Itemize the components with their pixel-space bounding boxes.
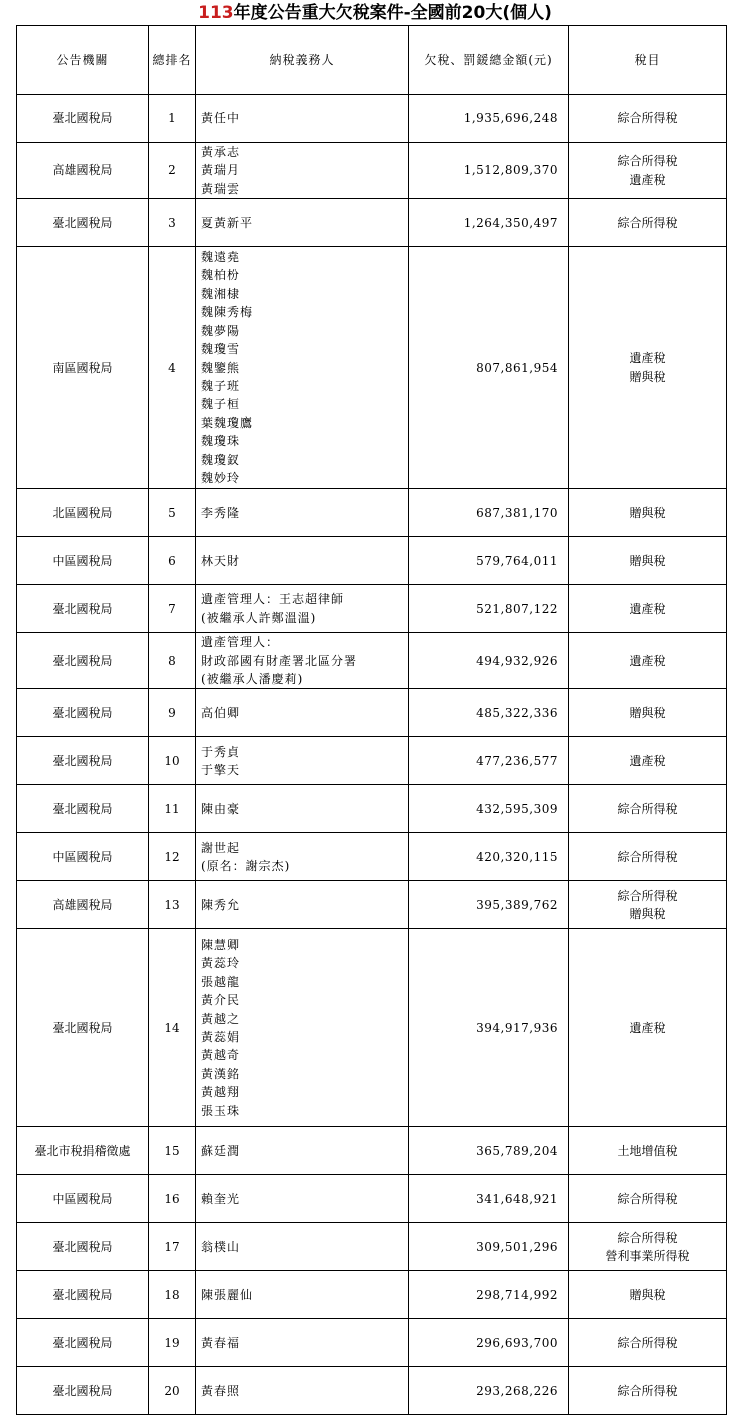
payer-name: 魏柏枌 (201, 268, 241, 283)
payer-name: 魏瓊珠 (201, 434, 241, 449)
rank-cell: 17 (149, 1223, 196, 1271)
amount-cell: 293,268,226 (409, 1367, 569, 1415)
tax-cell (569, 143, 727, 199)
payer-name: 陳張麗仙 (201, 1287, 254, 1302)
amount-cell: 394,917,936 (409, 929, 569, 1127)
agency-cell: 臺北國稅局 (17, 737, 149, 785)
payer-name: 財政部國有財產署北區分署 (201, 653, 358, 668)
agency-cell: 中區國稅局 (17, 537, 149, 585)
tax-type: 贈與稅 (629, 906, 666, 921)
tax-cell (569, 489, 727, 537)
agency-cell: 臺北國稅局 (17, 1271, 149, 1319)
rank-cell: 2 (149, 143, 196, 199)
tax-cell (569, 785, 727, 833)
table-row (17, 881, 727, 929)
amount-cell: 477,236,577 (409, 737, 569, 785)
payer-name: 葉魏瓊鷹 (201, 415, 254, 430)
agency-cell: 中區國稅局 (17, 833, 149, 881)
table-body (17, 95, 727, 1415)
table-row (17, 785, 727, 833)
tax-type: 綜合所得稅 (617, 1191, 678, 1206)
payer-name: 陳慧卿 (201, 937, 241, 952)
payer-cell (196, 247, 409, 489)
table-row (17, 633, 727, 689)
amount-cell: 1,512,809,370 (409, 143, 569, 199)
table-row (17, 1127, 727, 1175)
rank-cell: 11 (149, 785, 196, 833)
payer-name: 于秀貞 (201, 744, 241, 759)
payer-name: 李秀隆 (201, 505, 241, 520)
payer-cell (196, 833, 409, 881)
tax-type: 遺產稅 (629, 351, 666, 366)
rank-cell: 15 (149, 1127, 196, 1175)
tax-type: 贈與稅 (629, 1287, 666, 1302)
rank-cell: 9 (149, 689, 196, 737)
table-row (17, 929, 727, 1127)
amount-cell: 494,932,926 (409, 633, 569, 689)
tax-cell (569, 1127, 727, 1175)
agency-cell: 臺北國稅局 (17, 1367, 149, 1415)
payer-cell (196, 737, 409, 785)
payer-name: 黃任中 (201, 111, 241, 126)
agency-cell: 北區國稅局 (17, 489, 149, 537)
tax-type: 營利事業所得稅 (605, 1248, 690, 1263)
amount-cell: 420,320,115 (409, 833, 569, 881)
tax-type: 遺產稅 (629, 1020, 666, 1035)
tax-type: 贈與稅 (629, 369, 666, 384)
payer-cell (196, 689, 409, 737)
table-row (17, 489, 727, 537)
header-tax: 稅目 (569, 26, 727, 95)
payer-name: (被繼承人潘慶莉) (201, 672, 304, 687)
payer-name: 黃漢銘 (201, 1066, 241, 1081)
payer-name: 魏鑒熊 (201, 360, 241, 375)
tax-cell (569, 247, 727, 489)
table-row (17, 585, 727, 633)
agency-cell: 臺北國稅局 (17, 1319, 149, 1367)
tax-type: 贈與稅 (629, 705, 666, 720)
payer-cell (196, 1367, 409, 1415)
table-row (17, 1271, 727, 1319)
table-row (17, 737, 727, 785)
rank-cell: 8 (149, 633, 196, 689)
payer-name: 黃瑞雲 (201, 181, 241, 196)
rank-cell: 5 (149, 489, 196, 537)
payer-name: 黃介民 (201, 993, 241, 1008)
table-row (17, 199, 727, 247)
payer-name: 于擎天 (201, 762, 241, 777)
payer-name: 陳由豪 (201, 801, 241, 816)
amount-cell: 341,648,921 (409, 1175, 569, 1223)
amount-cell: 298,714,992 (409, 1271, 569, 1319)
rank-cell: 14 (149, 929, 196, 1127)
header-rank: 總排名 (149, 26, 196, 95)
payer-name: 黃蕊玲 (201, 956, 241, 971)
table-row (17, 1175, 727, 1223)
payer-cell (196, 537, 409, 585)
payer-cell (196, 199, 409, 247)
tax-cell (569, 1223, 727, 1271)
payer-name: 魏陳秀梅 (201, 305, 254, 320)
payer-name: 張越龍 (201, 974, 241, 989)
title-year: 113 (198, 3, 234, 23)
payer-cell (196, 95, 409, 143)
tax-type: 土地增值稅 (617, 1143, 678, 1158)
amount-cell: 1,935,696,248 (409, 95, 569, 143)
tax-type: 遺產稅 (629, 653, 666, 668)
rank-cell: 6 (149, 537, 196, 585)
payer-name: 翁樸山 (201, 1239, 241, 1254)
amount-cell: 1,264,350,497 (409, 199, 569, 247)
tax-cell (569, 1271, 727, 1319)
payer-name: 遺產管理人：王志超律師 (201, 592, 345, 607)
agency-cell: 高雄國稅局 (17, 881, 149, 929)
payer-name: 黃越之 (201, 1011, 241, 1026)
tax-type: 綜合所得稅 (617, 154, 678, 169)
amount-cell: 579,764,011 (409, 537, 569, 585)
tax-type: 遺產稅 (629, 172, 666, 187)
tax-cell (569, 689, 727, 737)
rank-cell: 1 (149, 95, 196, 143)
payer-name: 魏子桓 (201, 397, 241, 412)
rank-cell: 10 (149, 737, 196, 785)
payer-cell (196, 633, 409, 689)
payer-name: 謝世起 (201, 840, 241, 855)
table-row (17, 537, 727, 585)
header-payer: 納稅義務人 (196, 26, 409, 95)
tax-cell (569, 929, 727, 1127)
tax-cell (569, 95, 727, 143)
tax-type: 綜合所得稅 (617, 849, 678, 864)
payer-name: 魏子班 (201, 378, 241, 393)
payer-cell (196, 143, 409, 199)
payer-cell (196, 1319, 409, 1367)
payer-name: 林天財 (201, 553, 241, 568)
tax-cell (569, 1319, 727, 1367)
tax-cell (569, 585, 727, 633)
agency-cell: 中區國稅局 (17, 1175, 149, 1223)
payer-cell (196, 1175, 409, 1223)
tax-cell (569, 633, 727, 689)
agency-cell: 臺北國稅局 (17, 585, 149, 633)
tax-type: 綜合所得稅 (617, 111, 678, 126)
payer-name: 魏夢陽 (201, 323, 241, 338)
payer-name: 賴奎光 (201, 1191, 241, 1206)
tax-type: 贈與稅 (629, 553, 666, 568)
rank-cell: 4 (149, 247, 196, 489)
payer-cell (196, 1271, 409, 1319)
tax-type: 遺產稅 (629, 753, 666, 768)
agency-cell: 南區國稅局 (17, 247, 149, 489)
tax-type: 綜合所得稅 (617, 1230, 678, 1245)
payer-cell (196, 785, 409, 833)
agency-cell: 臺北國稅局 (17, 929, 149, 1127)
rank-cell: 3 (149, 199, 196, 247)
header-row (17, 26, 727, 95)
table-row (17, 1367, 727, 1415)
tax-type: 綜合所得稅 (617, 801, 678, 816)
payer-name: 魏瓊雪 (201, 342, 241, 357)
payer-name: 陳秀允 (201, 897, 241, 912)
payer-name: 黃瑞月 (201, 163, 241, 178)
payer-name: 黃越奇 (201, 1048, 241, 1063)
table-row (17, 833, 727, 881)
payer-name: 魏妙玲 (201, 470, 241, 485)
agency-cell: 臺北國稅局 (17, 95, 149, 143)
amount-cell: 432,595,309 (409, 785, 569, 833)
tax-type: 綜合所得稅 (617, 1383, 678, 1398)
amount-cell: 687,381,170 (409, 489, 569, 537)
rank-cell: 20 (149, 1367, 196, 1415)
payer-name: (被繼承人許鄭溫溫) (201, 610, 317, 625)
rank-cell: 18 (149, 1271, 196, 1319)
tax-cell (569, 199, 727, 247)
table-row (17, 1319, 727, 1367)
amount-cell: 807,861,954 (409, 247, 569, 489)
payer-cell (196, 881, 409, 929)
payer-cell (196, 1223, 409, 1271)
table-row (17, 247, 727, 489)
table-row (17, 143, 727, 199)
amount-cell: 395,389,762 (409, 881, 569, 929)
table-row (17, 95, 727, 143)
tax-cell (569, 1175, 727, 1223)
page-title (0, 0, 750, 26)
agency-cell: 臺北國稅局 (17, 689, 149, 737)
title-text: 年度公告重大欠稅案件-全國前20大(個人) (233, 3, 552, 23)
rank-cell: 12 (149, 833, 196, 881)
payer-cell (196, 489, 409, 537)
agency-cell: 高雄國稅局 (17, 143, 149, 199)
payer-name: 魏遠堯 (201, 250, 241, 265)
tax-arrears-table (16, 25, 727, 1415)
payer-name: 黃春照 (201, 1383, 241, 1398)
payer-name: 黃春福 (201, 1335, 241, 1350)
payer-name: 黃越翔 (201, 1085, 241, 1100)
payer-cell (196, 585, 409, 633)
rank-cell: 13 (149, 881, 196, 929)
amount-cell: 296,693,700 (409, 1319, 569, 1367)
payer-name: 魏瓊釵 (201, 452, 241, 467)
payer-name: 黃承志 (201, 145, 241, 159)
rank-cell: 7 (149, 585, 196, 633)
payer-cell (196, 1127, 409, 1175)
payer-name: 遺產管理人： (201, 635, 280, 650)
payer-name: 張玉珠 (201, 1103, 241, 1118)
payer-name: 高伯卿 (201, 705, 241, 720)
payer-name: 蘇廷潤 (201, 1143, 241, 1158)
tax-type: 綜合所得稅 (617, 888, 678, 903)
agency-cell: 臺北市稅捐稽徵處 (17, 1127, 149, 1175)
table-row (17, 689, 727, 737)
payer-name: 黃蕊娟 (201, 1029, 241, 1044)
tax-cell (569, 737, 727, 785)
tax-type: 綜合所得稅 (617, 215, 678, 230)
payer-name: 魏湘棣 (201, 286, 241, 301)
agency-cell: 臺北國稅局 (17, 785, 149, 833)
amount-cell: 309,501,296 (409, 1223, 569, 1271)
agency-cell: 臺北國稅局 (17, 633, 149, 689)
amount-cell: 485,322,336 (409, 689, 569, 737)
agency-cell: 臺北國稅局 (17, 1223, 149, 1271)
table-row (17, 1223, 727, 1271)
rank-cell: 19 (149, 1319, 196, 1367)
header-amount: 欠稅、罰鍰總金額(元) (409, 26, 569, 95)
tax-cell (569, 833, 727, 881)
tax-type: 綜合所得稅 (617, 1335, 678, 1350)
amount-cell: 365,789,204 (409, 1127, 569, 1175)
rank-cell: 16 (149, 1175, 196, 1223)
payer-cell (196, 929, 409, 1127)
tax-cell (569, 881, 727, 929)
tax-cell (569, 1367, 727, 1415)
agency-cell: 臺北國稅局 (17, 199, 149, 247)
amount-cell: 521,807,122 (409, 585, 569, 633)
header-agency: 公告機關 (17, 26, 149, 95)
tax-type: 遺產稅 (629, 601, 666, 616)
payer-name: 夏黃新平 (201, 215, 254, 230)
tax-cell (569, 537, 727, 585)
tax-type: 贈與稅 (629, 505, 666, 520)
payer-name: (原名：謝宗杰) (201, 858, 291, 873)
